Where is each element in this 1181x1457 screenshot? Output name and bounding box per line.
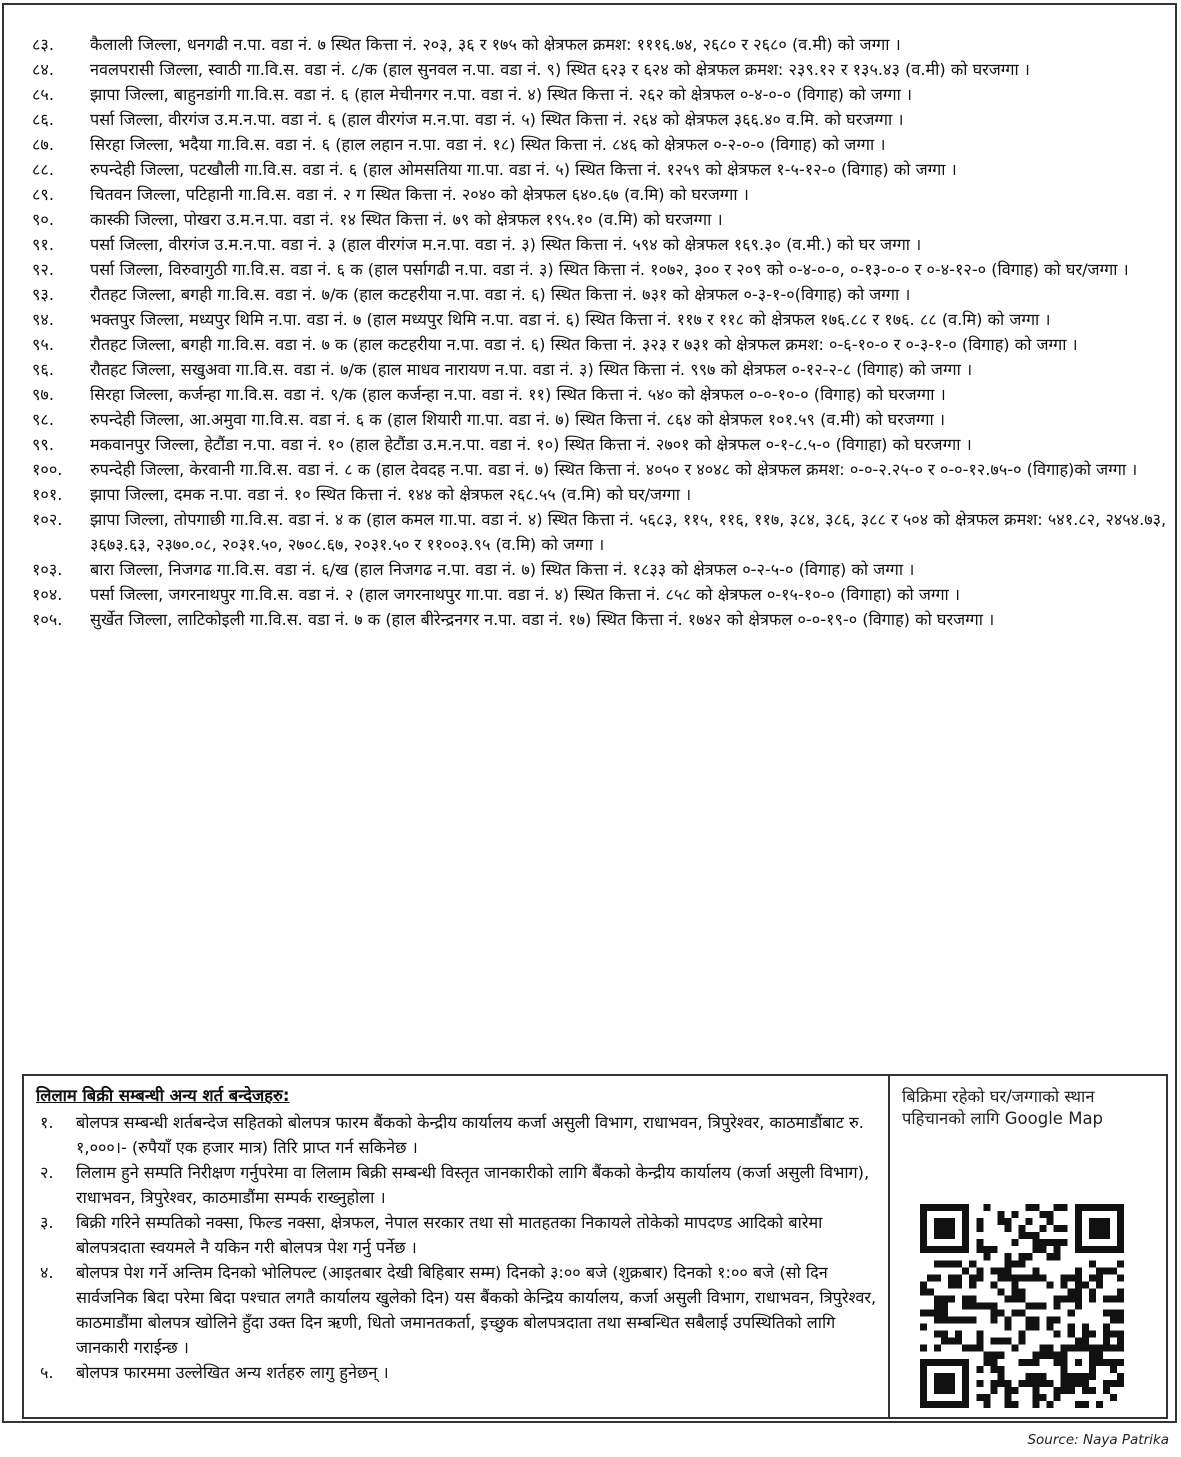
list-item bbox=[32, 583, 1167, 608]
item-text: पर्सा जिल्ला, वीरगंज उ.म.न.पा. वडा नं. ६ (हाल वीरगंज म.न.पा. वडा नं. ५) स्थित कित्ता नं. २६४ को क्षेत्रफल ३६६.४० व.मि. को घरजग्गा । bbox=[90, 110, 904, 129]
map-box bbox=[890, 1076, 1166, 1417]
condition-item bbox=[36, 1160, 878, 1210]
condition-number: १. bbox=[40, 1113, 54, 1132]
item-text: रौतहट जिल्ला, सखुअवा गा.वि.स. वडा नं. ७/क (हाल माधव नारायण न.पा. वडा नं. ३) स्थित कित्ता नं. ९९७ को क्षेत्रफल ०-१२-२-८ (विगाह) को जग्गा । bbox=[90, 360, 973, 379]
item-number: ९९. bbox=[32, 435, 54, 454]
list-item bbox=[32, 83, 1167, 108]
item-number: ९७. bbox=[32, 385, 54, 404]
item-number: ८९. bbox=[32, 185, 54, 204]
list-item bbox=[32, 33, 1167, 58]
list-item bbox=[32, 258, 1167, 283]
list-item bbox=[32, 233, 1167, 258]
item-number: ९४. bbox=[32, 310, 54, 329]
item-text: रुपन्देही जिल्ला, पटखौली गा.वि.स. वडा नं. ६ (हाल ओमसतिया गा.पा. वडा नं. ५) स्थित कित्ता नं. १२५९ को क्षेत्रफल १-५-१२-० (विगाह) को जग्गा । bbox=[90, 160, 957, 179]
list-item bbox=[32, 483, 1167, 508]
item-number: ८५. bbox=[32, 85, 54, 104]
item-text: रौतहट जिल्ला, बगही गा.वि.स. वडा नं. ७ क (हाल कटहरीया न.पा. वडा नं. ६) स्थित कित्ता नं. ३२३ र ७३१ को क्षेत्रफल क्रमश: ०-६-१०-० र ०-३-१-० (विगाह) को जग्गा । bbox=[90, 335, 1078, 354]
list-item bbox=[32, 133, 1167, 158]
item-number: १०३. bbox=[32, 559, 63, 579]
item-number: ९६. bbox=[32, 360, 54, 379]
item-text: रौतहट जिल्ला, बगही गा.वि.स. वडा नं. ७/क (हाल कटहरीया न.पा. वडा नं. ६) स्थित कित्ता नं. ७३१ को क्षेत्रफल ०-३-१-०(विगाह) को जग्गा । bbox=[90, 285, 911, 304]
item-text: कास्की जिल्ला, पोखरा उ.म.न.पा. वडा नं. १४ स्थित कित्ता नं. ७९ को क्षेत्रफल १९५.१० (व.मि) को घरजग्गा । bbox=[90, 210, 723, 229]
item-number: ८४. bbox=[32, 60, 54, 79]
list-item bbox=[32, 408, 1167, 433]
terms-conditions bbox=[24, 1076, 890, 1417]
item-text: सिरहा जिल्ला, भदैया गा.वि.स. वडा नं. ६ (हाल लहान न.पा. वडा नं. १८) स्थित कित्ता नं. ८४६ को क्षेत्रफल ०-२-०-० (विगाह) को जग्गा । bbox=[90, 135, 886, 154]
notice-frame bbox=[2, 3, 1177, 1423]
condition-text: बोलपत्र पेश गर्ने अन्तिम दिनको भोलिपल्ट (आइतबार देखी बिहिबार सम्म) दिनको ३:०० बजे (शुक्रबार) दिनको १:०० बजे (सो दिन सार्वजनिक बिदा परेमा बिदा पश्चात लगतै कार्यालय खुलेको दिन) यस बैंकको केन्द्रिय कार्यालय, कर्जा असुली विभाग, राधाभवन, त्रिपुरेश्वर, काठमाडौंमा बोलपत्र खोलिने हुँदा उक्त दिन ऋणी, धितो जमानतकर्ता, इच्छुक बोलपत्रदाता तथा सम्बन्धित सबैलाई उपस्थितिको लागि जानकारी गराईन्छ । bbox=[76, 1263, 877, 1357]
list-item bbox=[32, 208, 1167, 233]
item-number: ९२. bbox=[32, 260, 54, 279]
item-text: पर्सा जिल्ला, विरुवागुठी गा.वि.स. वडा नं. ६ क (हाल पर्सागढी न.पा. वडा नं. ३) स्थित कित्ता नं. १०७२, ३०० र २०९ को ०-४-०-०, ०-१३-०-० र ०-४-१२-० (विगाह) को घर/जग्गा । bbox=[90, 260, 1129, 279]
item-number: ८३. bbox=[32, 35, 54, 54]
qr-code-icon bbox=[920, 1204, 1124, 1408]
list-item bbox=[32, 183, 1167, 208]
terms-box bbox=[22, 1074, 1168, 1419]
list-item bbox=[32, 383, 1167, 408]
list-item bbox=[32, 308, 1167, 333]
condition-item bbox=[36, 1260, 878, 1360]
item-number: १००. bbox=[32, 460, 63, 479]
list-item bbox=[32, 58, 1167, 83]
condition-item bbox=[36, 1210, 878, 1260]
item-text: मकवानपुर जिल्ला, हेटौंडा न.पा. वडा नं. १० (हाल हेटौंडा उ.म.न.पा. वडा नं. १०) स्थित कित्ता नं. २७०१ को क्षेत्रफल ०-१-८.५-० (विगाहा) को घरजग्गा । bbox=[90, 435, 972, 454]
condition-number: ४. bbox=[40, 1263, 54, 1282]
item-text: झापा जिल्ला, तोपगाछी गा.वि.स. वडा नं. ४ क (हाल कमल गा.पा. वडा नं. ४) स्थित कित्ता नं. ५६८३, ११५, ११६, ११७, ३८४, ३८६, ३८८ र ५०४ को क्षेत्रफल क्रमश: ५४१.८२, २४५४.७३, ३६७३.६३, २३७०.०८, २०३१.५०, २७०८.६७, २०३१.५० र ११००३.९५ (व.मि) को जग्गा । bbox=[90, 510, 1167, 554]
condition-item bbox=[36, 1110, 878, 1160]
condition-text: लिलाम हुने सम्पति निरीक्षण गर्नुपरेमा वा लिलाम बिक्री सम्बन्धी विस्तृत जानकारीको लागि बैंकको केन्द्रीय कार्यालय (कर्जा असुली विभाग), राधाभवन, त्रिपुरेश्वर, काठमाडौंमा सम्पर्क राख्नुहोला । bbox=[76, 1163, 870, 1207]
source-credit: Source: Naya Patrika bbox=[1027, 1432, 1169, 1448]
list-item bbox=[32, 608, 1167, 633]
item-text: पर्सा जिल्ला, वीरगंज उ.म.न.पा. वडा नं. ३ (हाल वीरगंज म.न.पा. वडा नं. ३) स्थित कित्ता नं. ५९४ को क्षेत्रफल १६९.३० (व.मी.) को घर जग्गा । bbox=[90, 235, 922, 254]
item-text: कैलाली जिल्ला, धनगढी न.पा. वडा नं. ७ स्थित कित्ता नं. २०३, ३६ र १७५ को क्षेत्रफल क्रमश: १११६.७४, २६८० र २६८० (व.मी) को जग्गा । bbox=[90, 35, 901, 54]
list-item bbox=[32, 558, 1167, 583]
item-number: ९०. bbox=[32, 210, 54, 229]
list-item bbox=[32, 158, 1167, 183]
condition-text: बोलपत्र फारममा उल्लेखित अन्य शर्तहरु लागु हुनेछन् । bbox=[76, 1363, 389, 1382]
condition-number: ५. bbox=[40, 1363, 54, 1382]
item-text: रुपन्देही जिल्ला, केरवानी गा.वि.स. वडा नं. ८ क (हाल देवदह न.पा. वडा नं. ७) स्थित कित्ता नं. ४०५० र ४०४८ को क्षेत्रफल क्रमश: ०-०-२.२५-० र ०-०-१२.७५-० (विगाह)को जग्गा । bbox=[90, 460, 1138, 479]
item-number: ८८. bbox=[32, 160, 54, 179]
item-number: ९१. bbox=[32, 235, 54, 254]
item-number: ८६. bbox=[32, 110, 54, 129]
item-text: झापा जिल्ला, बाहुनडांगी गा.वि.स. वडा नं. ६ (हाल मेचीनगर न.पा. वडा नं. ४) स्थित कित्ता नं. २६२ को क्षेत्रफल ०-४-०-० (विगाह) को जग्गा । bbox=[90, 85, 913, 104]
item-text: सिरहा जिल्ला, कर्जन्हा गा.वि.स. वडा नं. ९/क (हाल कर्जन्हा न.पा. वडा नं. ११) स्थित कित्ता नं. ५४० को क्षेत्रफल ०-०-१०-० (विगाह) को घरजग्गा । bbox=[90, 385, 946, 404]
item-text: बारा जिल्ला, निजगढ गा.वि.स. वडा नं. ६/ख (हाल निजगढ न.पा. वडा नं. ७) स्थित कित्ता नं. १८३३ को क्षेत्रफल ०-२-५-० (विगाह) को जग्गा । bbox=[90, 559, 915, 579]
condition-item bbox=[36, 1360, 878, 1385]
item-number: ९८. bbox=[32, 410, 54, 429]
item-number: १०५. bbox=[32, 609, 63, 629]
condition-text: बोलपत्र सम्बन्धी शर्तबन्देज सहितको बोलपत्र फारम बैंकको केन्द्रीय कार्यालय कर्जा असुली विभाग, राधाभवन, त्रिपुरेश्वर, काठमाडौंबाट रु. १,०००।- (रुपैयाँ एक हजार मात्र) तिरि प्राप्त गर्न सकिनेछ । bbox=[76, 1113, 864, 1157]
list-item bbox=[32, 108, 1167, 133]
item-text: भक्तपुर जिल्ला, मध्यपुर थिमि न.पा. वडा नं. ७ (हाल मध्यपुर थिमि न.पा. वडा नं. ६) स्थित कित्ता नं. ११७ र ११८ को क्षेत्रफल १७६.८८ र १७६. ८८ (व.मि) को जग्गा । bbox=[90, 310, 1051, 329]
list-item bbox=[32, 283, 1167, 308]
list-item bbox=[32, 458, 1167, 483]
item-text: रुपन्देही जिल्ला, आ.अमुवा गा.वि.स. वडा नं. ६ क (हाल शियारी गा.पा. वडा नं. ७) स्थित कित्ता नं. ८६४ को क्षेत्रफल १०१.५९ (व.मी) को घरजग्गा । bbox=[90, 410, 946, 429]
list-item bbox=[32, 433, 1167, 458]
condition-number: २. bbox=[40, 1163, 54, 1182]
conditions-list bbox=[36, 1110, 878, 1385]
list-item bbox=[32, 333, 1167, 358]
condition-number: ३. bbox=[40, 1213, 54, 1232]
item-number: १०१. bbox=[32, 485, 63, 504]
item-number: १०४. bbox=[32, 584, 63, 604]
condition-text: बिक्री गरिने सम्पतिको नक्सा, फिल्ड नक्सा, क्षेत्रफल, नेपाल सरकार तथा सो मातहतका निकायले तोकेको मापदण्ड आदिको बारेमा बोलपत्रदाता स्वयमले नै यकिन गरी बोलपत्र पेश गर्नु पर्नेछ । bbox=[76, 1213, 823, 1257]
item-text: नवलपरासी जिल्ला, स्वाठी गा.वि.स. वडा नं. ८/क (हाल सुनवल न.पा. वडा नं. ९) स्थित ६२३ र ६२४ को क्षेत्रफल क्रमश: २३९.१२ र १३५.४३ (व.मी) को घरजग्गा । bbox=[90, 60, 1030, 79]
map-label: बिक्रिमा रहेको घर/जग्गाको स्थान पहिचानको लागि Google Map bbox=[902, 1087, 1104, 1128]
item-text: पर्सा जिल्ला, जगरनाथपुर गा.वि.स. वडा नं. २ (हाल जगरनाथपुर गा.पा. वडा नं. ४) स्थित कित्ता नं. ८५८ को क्षेत्रफल ०-१५-१०-० (विगाहा) को जग्गा । bbox=[90, 584, 961, 604]
item-number: १०२. bbox=[32, 510, 63, 529]
item-number: ९३. bbox=[32, 285, 54, 304]
list-item bbox=[32, 508, 1167, 557]
item-text: झापा जिल्ला, दमक न.पा. वडा नं. १० स्थित कित्ता नं. १४४ को क्षेत्रफल २६८.५५ (व.मि) को घर/जग्गा । bbox=[90, 485, 692, 504]
item-text: सुर्खेत जिल्ला, लाटिकोइली गा.वि.स. वडा नं. ७ क (हाल बीरेन्द्रनगर न.पा. वडा नं. १७) स्थित कित्ता नं. १७४२ को क्षेत्रफल ०-०-१९-० (विगाह) को घरजग्गा । bbox=[90, 609, 995, 629]
item-number: ९५. bbox=[32, 335, 54, 354]
item-number: ८७. bbox=[32, 135, 54, 154]
property-list bbox=[32, 33, 1167, 633]
list-item bbox=[32, 358, 1167, 383]
item-text: चितवन जिल्ला, पटिहानी गा.वि.स. वडा नं. २ ग स्थित कित्ता नं. २०४० को क्षेत्रफल ६४०.६७ (व.मि) को घरजग्गा । bbox=[90, 185, 749, 204]
terms-heading: लिलाम बिक्री सम्बन्धी अन्य शर्त बन्देजहरु: bbox=[36, 1086, 290, 1105]
